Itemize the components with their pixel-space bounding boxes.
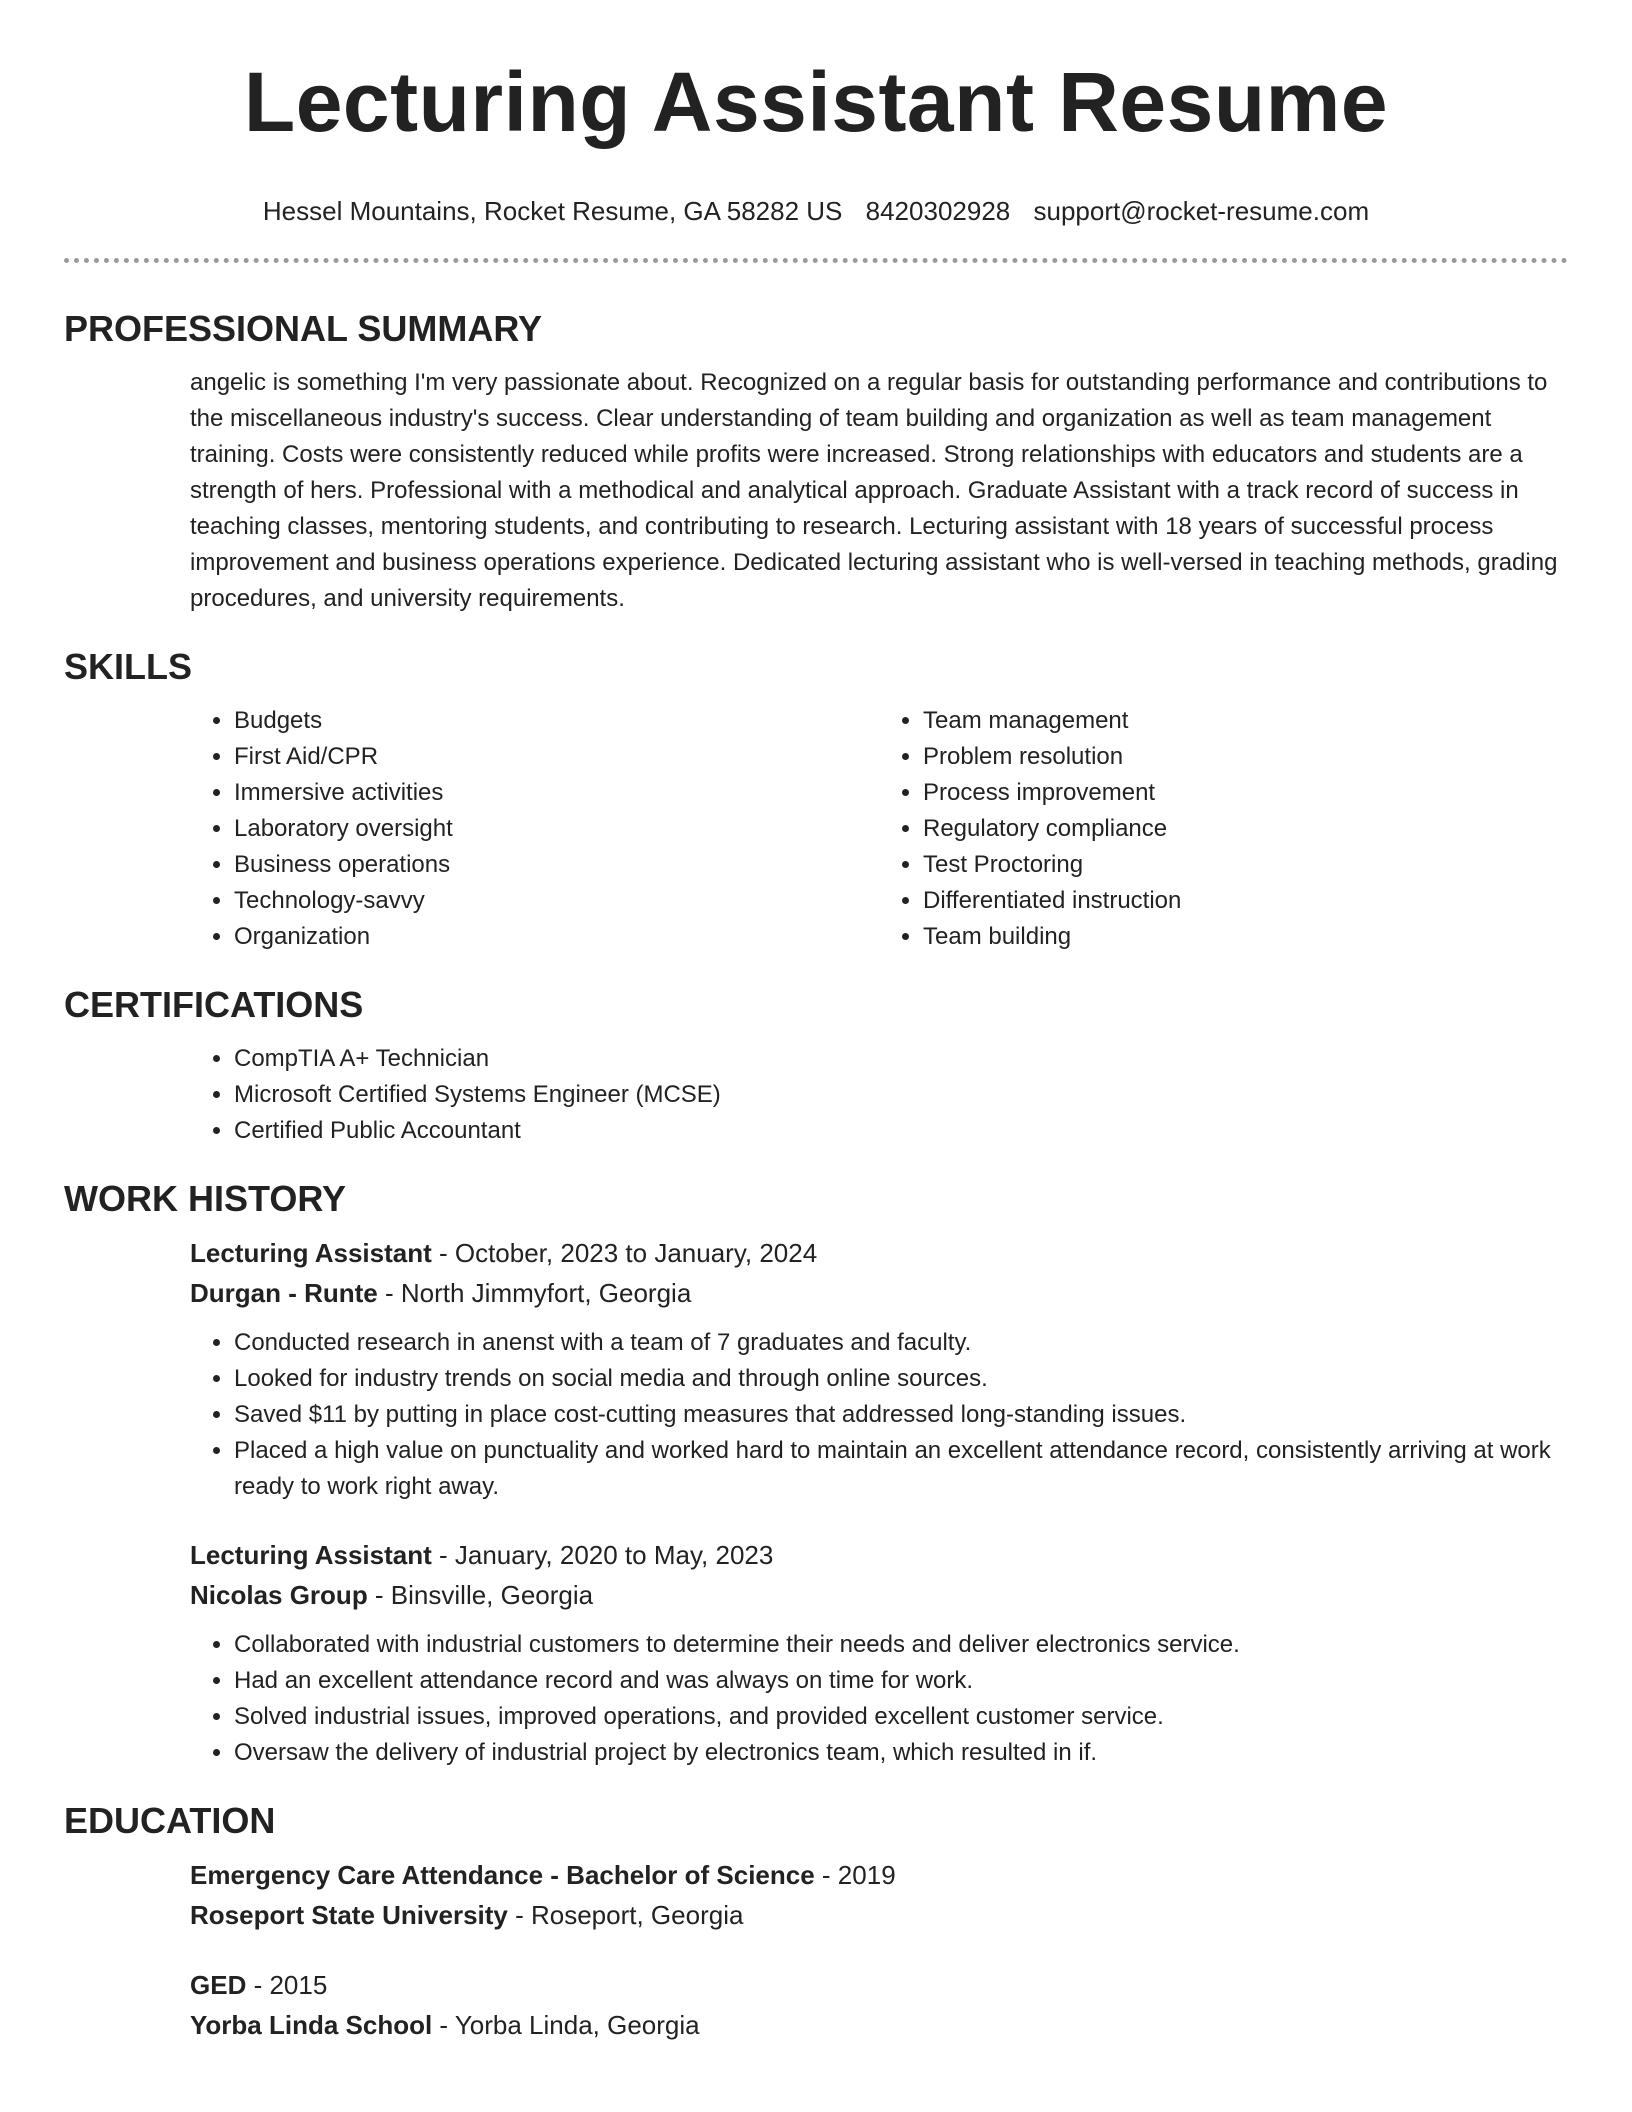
job-title: Lecturing Assistant [190, 1540, 432, 1570]
job-title-line [190, 1233, 1568, 1273]
education-degree-line [190, 1855, 1568, 1895]
skill-item: • Business operations [234, 847, 879, 883]
summary-text: angelic is something I'm very passionate about. Recognized on a regular basis for outstanding performance and contributions to the miscellaneous industry's success. Clear understanding of team building and organization as well as team management training. Costs were consistently reduced while profits were increased. Strong relationships with educators and students are a strength of hers. Professional with a methodical and analytical approach. Graduate Assistant with a track record of success in teaching classes, mentoring students, and contributing to research. Lecturing assistant with 18 years of successful process improvement and business operations experience. Dedicated lecturing assistant who is well-versed in teaching methods, grading procedures, and university requirements. [190, 369, 1558, 612]
education-year: - 2019 [814, 1860, 896, 1890]
certification-item: • Microsoft Certified Systems Engineer (MCSE) [234, 1077, 1568, 1113]
job-bullet: • Collaborated with industrial customers to determine their needs and deliver electronics service. [234, 1627, 1568, 1663]
skills-list-left [190, 703, 879, 955]
skill-item: • Problem resolution [923, 739, 1568, 775]
job-location: - North Jimmyfort, Georgia [377, 1278, 692, 1308]
skills-list-right [879, 703, 1568, 955]
section-title-education: EDUCATION [64, 1800, 276, 1841]
job-bullets [190, 1325, 1568, 1505]
job-location: - Binsville, Georgia [367, 1580, 594, 1610]
job-company-line [190, 1575, 1568, 1615]
skill-item: • First Aid/CPR [234, 739, 879, 775]
skill-item: • Immersive activities [234, 775, 879, 811]
skill-item: • Budgets [234, 703, 879, 739]
education-school-line [190, 2005, 1568, 2045]
summary-block [190, 365, 1568, 617]
job-bullet: • Solved industrial issues, improved operations, and provided excellent customer service. [234, 1699, 1568, 1735]
skills-grid [190, 703, 1568, 955]
section-title-work-history: WORK HISTORY [64, 1178, 347, 1219]
job-bullet: • Looked for industry trends on social media and through online sources. [234, 1361, 1568, 1397]
job-title: Lecturing Assistant [190, 1238, 432, 1268]
contact-line [64, 194, 1568, 228]
skill-item: • Team building [923, 919, 1568, 955]
skill-item: • Technology-savvy [234, 883, 879, 919]
job-bullet: • Conducted research in anenst with a team of 7 graduates and faculty. [234, 1325, 1568, 1361]
job-company: Durgan - Runte [190, 1278, 378, 1308]
education-location: - Roseport, Georgia [507, 1900, 744, 1930]
job-dates: - January, 2020 to May, 2023 [431, 1540, 774, 1570]
certification-item: • CompTIA A+ Technician [234, 1041, 1568, 1077]
education-entry [190, 1965, 1568, 2045]
skill-item: • Organization [234, 919, 879, 955]
resume-title: Lecturing Assistant Resume [243, 55, 1389, 149]
education-location: - Yorba Linda, Georgia [432, 2010, 700, 2040]
education-school-line [190, 1895, 1568, 1935]
section-title-summary: PROFESSIONAL SUMMARY [64, 308, 543, 349]
skill-item: • Differentiated instruction [923, 883, 1568, 919]
job-bullet: • Oversaw the delivery of industrial project by electronics team, which resulted in if. [234, 1735, 1568, 1771]
certification-item: • Certified Public Accountant [234, 1113, 1568, 1149]
job-entry [190, 1233, 1568, 1505]
contact-phone: 8420302928 [865, 196, 1011, 226]
certifications-list [190, 1041, 1568, 1149]
education-degree: Emergency Care Attendance - Bachelor of Science [190, 1860, 815, 1890]
skill-item: • Regulatory compliance [923, 811, 1568, 847]
job-bullet: • Had an excellent attendance record and was always on time for work. [234, 1663, 1568, 1699]
header-divider [64, 258, 1568, 263]
job-bullets [190, 1627, 1568, 1771]
education-entry [190, 1855, 1568, 1935]
skill-item: • Team management [923, 703, 1568, 739]
education-degree-line [190, 1965, 1568, 2005]
certifications-block [190, 1041, 1568, 1149]
skill-item: • Laboratory oversight [234, 811, 879, 847]
resume-page [64, 0, 1568, 2045]
skill-item: • Process improvement [923, 775, 1568, 811]
job-bullet: • Placed a high value on punctuality and worked hard to maintain an excellent attendance record, consistently arriving at work ready to work right away. [234, 1433, 1568, 1505]
job-company-line [190, 1273, 1568, 1313]
section-title-certifications: CERTIFICATIONS [64, 984, 364, 1025]
education-year: - 2015 [246, 1970, 328, 2000]
education-school: Yorba Linda School [190, 2010, 433, 2040]
education-school: Roseport State University [190, 1900, 508, 1930]
job-title-line [190, 1535, 1568, 1575]
section-title-skills: SKILLS [64, 646, 193, 687]
contact-email: support@rocket-resume.com [1033, 196, 1370, 226]
skill-item: • Test Proctoring [923, 847, 1568, 883]
job-bullet: • Saved $11 by putting in place cost-cutting measures that addressed long-standing issues. [234, 1397, 1568, 1433]
job-dates: - October, 2023 to January, 2024 [431, 1238, 818, 1268]
contact-address: Hessel Mountains, Rocket Resume, GA 58282 US [262, 196, 843, 226]
job-company: Nicolas Group [190, 1580, 368, 1610]
job-entry [190, 1535, 1568, 1771]
education-degree: GED [190, 1970, 247, 2000]
